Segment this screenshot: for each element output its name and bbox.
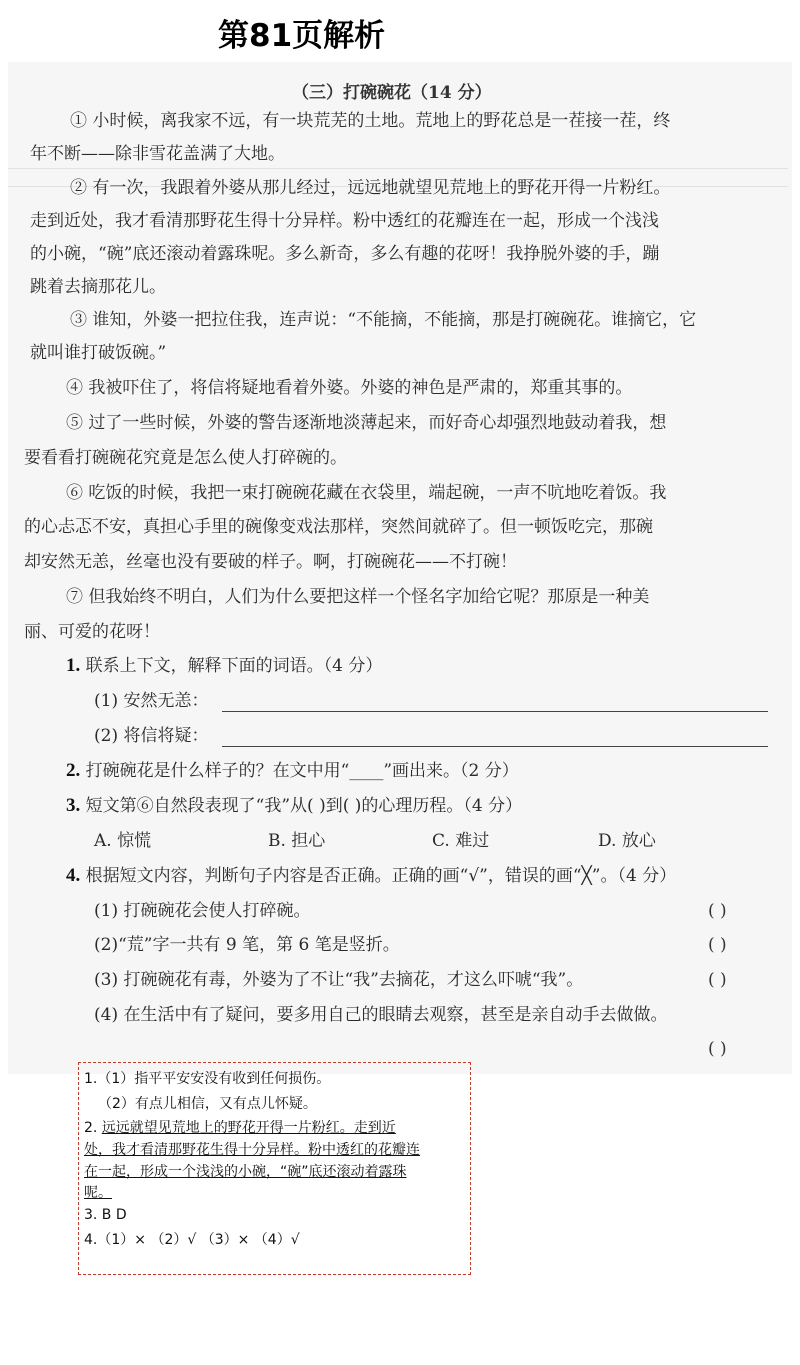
answer-paren: ( )	[708, 970, 727, 990]
option-a: A. 惊慌	[94, 831, 152, 851]
question-number: 3.	[66, 795, 81, 816]
answer-2-line: 呢。	[84, 1185, 112, 1201]
passage-line: 却安然无恙，丝毫也没有要破的样子。啊，打碗碗花——不打碗！	[24, 552, 517, 572]
answer-blank-line	[222, 711, 768, 712]
judge-item: (4) 在生活中有了疑问，要多用自己的眼睛去观察，甚至是亲自动手去做做。	[94, 1005, 668, 1025]
question-number: 1.	[66, 655, 81, 676]
judge-item: (2)“荒”字一共有 9 笔，第 6 笔是竖折。	[94, 935, 400, 955]
question-text: 联系上下文，解释下面的词语。（4 分）	[85, 656, 383, 676]
judge-item: (3) 打碗碗花有毒，外婆为了不让“我”去摘花，才这么吓唬“我”。	[94, 970, 584, 990]
passage-line: 丽、可爱的花呀！	[24, 622, 160, 642]
answer-2-prefix: 2.	[84, 1120, 102, 1136]
answer-1-1: 1.（1）指平平安安没有收到任何损伤。	[84, 1071, 331, 1087]
section-title: （三）打碗碗花（14 分）	[292, 83, 492, 103]
passage-line: ⑥ 吃饭的时候，我把一束打碗碗花藏在衣袋里，端起碗，一声不吭地吃着饭。我	[66, 483, 667, 503]
passage-line: 就叫谁打破饭碗。”	[30, 343, 167, 363]
page-title: 第81页解析	[218, 18, 386, 54]
passage-line: 的小碗，“碗”底还滚动着露珠呢。多么新奇，多么有趣的花呀！我挣脱外婆的手，蹦	[30, 244, 660, 264]
question-1	[66, 656, 382, 676]
answer-1-2: （2）有点儿相信，又有点儿怀疑。	[98, 1096, 317, 1112]
question-2	[66, 761, 519, 781]
answer-paren: ( )	[708, 935, 727, 955]
question-text: 短文第⑥自然段表现了“我”从( )到( )的心理历程。（4 分）	[85, 796, 523, 816]
passage-line: 的心忐忑不安，真担心手里的碗像变戏法那样，突然间就碎了。但一顿饭吃完，那碗	[24, 517, 653, 537]
question-1-part-1: (1) 安然无恙：	[94, 691, 209, 711]
question-text: 根据短文内容，判断句子内容是否正确。正确的画“√”，错误的画“╳”。（4 分）	[85, 866, 677, 886]
answer-paren: ( )	[708, 901, 727, 921]
passage-line: ⑦ 但我始终不明白，人们为什么要把这样一个怪名字加给它呢？那原是一种美	[66, 587, 650, 607]
passage-line: 要看看打碗碗花究竟是怎么使人打碎碗的。	[24, 448, 347, 468]
answer-blank-line	[222, 746, 768, 747]
answer-3: 3. B D	[84, 1207, 127, 1223]
passage-line: ⑤ 过了一些时候，外婆的警告逐渐地淡薄起来，而好奇心却强烈地鼓动着我，想	[66, 413, 667, 433]
option-b: B. 担心	[268, 831, 326, 851]
question-number: 2.	[66, 760, 81, 781]
answer-2-line	[84, 1117, 396, 1139]
option-d: D. 放心	[598, 831, 656, 851]
passage-line: ④ 我被吓住了，将信将疑地看着外婆。外婆的神色是严肃的，郑重其事的。	[66, 378, 633, 398]
question-3	[66, 796, 522, 816]
judge-item: (1) 打碗碗花会使人打碎碗。	[94, 901, 311, 921]
passage-line: 跳着去摘那花儿。	[30, 277, 166, 297]
option-c: C. 难过	[432, 831, 490, 851]
answer-4: 4.（1）× （2）√ （3）× （4）√	[84, 1232, 300, 1248]
question-text: 打碗碗花是什么样子的？在文中用“____”画出来。（2 分）	[85, 761, 519, 781]
passage-line: ① 小时候，离我家不远，有一块荒芜的土地。荒地上的野花总是一茬接一茬，终	[70, 111, 671, 131]
passage-line: ② 有一次，我跟着外婆从那儿经过，远远地就望见荒地上的野花开得一片粉红。	[70, 178, 671, 198]
passage-line: 走到近处，我才看清那野花生得十分异样。粉中透红的花瓣连在一起，形成一个浅浅	[30, 211, 659, 231]
scan-artifact-line	[8, 168, 788, 169]
answer-2-line: 在一起，形成一个浅浅的小碗，“碗”底还滚动着露珠	[84, 1164, 407, 1180]
passage-line: ③ 谁知，外婆一把拉住我，连声说：“不能摘，不能摘，那是打碗碗花。谁摘它，它	[70, 310, 697, 330]
passage-line: 年不断——除非雪花盖满了大地。	[30, 144, 285, 164]
question-1-part-2: (2) 将信将疑：	[94, 726, 209, 746]
question-4	[66, 866, 676, 886]
question-number: 4.	[66, 865, 81, 886]
answer-paren: ( )	[708, 1039, 727, 1059]
answer-2-line: 处，我才看清那野花生得十分异样。粉中透红的花瓣连	[84, 1142, 420, 1158]
answer-2-text: 远远就望见荒地上的野花开得一片粉红。走到近	[101, 1120, 396, 1136]
